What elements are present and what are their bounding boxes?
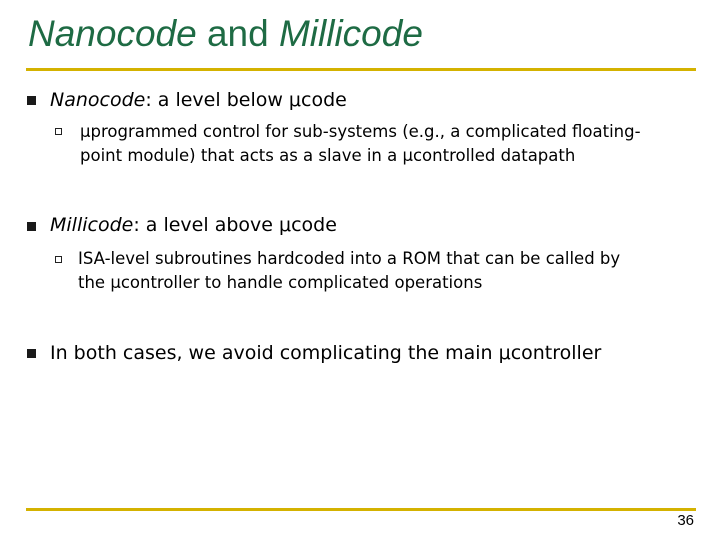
sub-bullet-line: point module) that acts as a slave in a μcontrolled datapath (80, 146, 576, 165)
title-nanocode: Nanocode (28, 13, 197, 54)
sub-bullet-millicode (78, 247, 698, 295)
bullet-term: Millicode (50, 214, 134, 236)
slide-title (28, 14, 423, 55)
sub-bullet-line: μprogrammed control for sub-systems (e.g., a complicated floating- (80, 122, 641, 141)
title-millicode: Millicode (278, 13, 423, 54)
footer-rule (26, 508, 696, 511)
title-underline-rule (26, 68, 696, 71)
bullet-square-icon (27, 222, 36, 231)
bullet-both-cases (50, 342, 601, 364)
bullet-nanocode (50, 89, 347, 111)
bullet-square-icon (27, 349, 36, 358)
page-number: 36 (677, 512, 694, 529)
bullet-text: : a level below μcode (145, 89, 347, 111)
title-and: and (196, 13, 279, 54)
sub-bullet-square-icon (55, 256, 62, 263)
bullet-term: Nanocode (50, 89, 146, 111)
bullet-square-icon (27, 96, 36, 105)
sub-bullet-line: ISA-level subroutines hardcoded into a ROM that can be called by (78, 249, 621, 268)
sub-bullet-nanocode (80, 120, 700, 168)
sub-bullet-line: the μcontroller to handle complicated operations (78, 273, 483, 292)
sub-bullet-square-icon (55, 128, 62, 135)
bullet-text: : a level above μcode (133, 214, 337, 236)
bullet-millicode (50, 214, 337, 236)
bullet-text: In both cases, we avoid complicating the main μcontroller (50, 342, 602, 364)
